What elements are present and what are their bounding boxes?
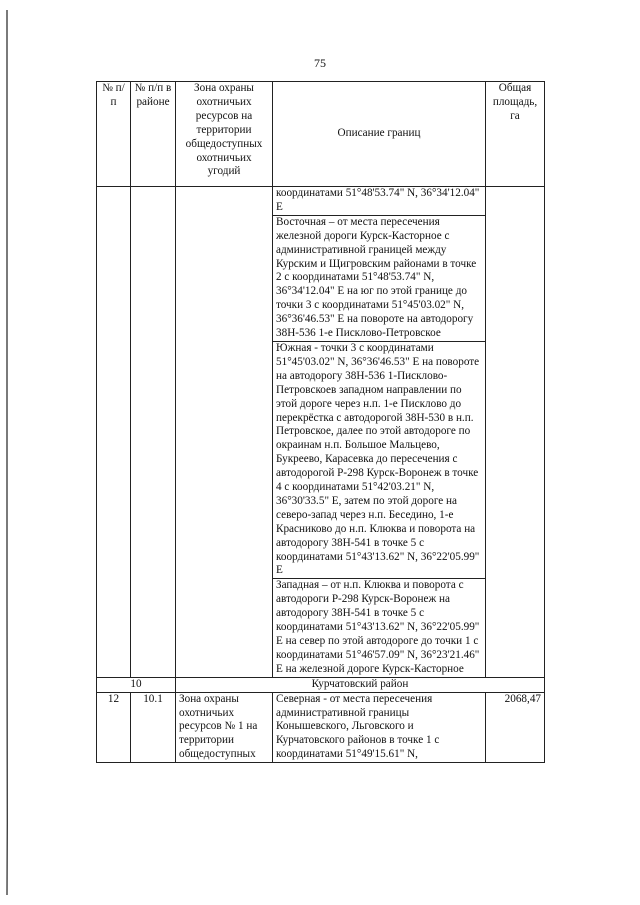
row-description: Северная - от места пересечения административной границы Конышевского, Льговского и Курчатовского районов в точке 1 с координатами 51°49'15.61" N, — [273, 692, 486, 763]
row-district-number: 10.1 — [131, 692, 176, 763]
boundary-west-cell: Западная – от н.п. Клюква и поворота с автодороги Р-298 Курск-Воронеж на автодорогу 38Н-541 в точке 5 с координатами 51°43'13.62" N, 36°22'05.99" E на север по этой автодороге до точки 1 с координатами 51°46'57.09" N, 36°23'21.46" E на железной дороге Курск-Касторное — [273, 579, 486, 677]
cell-empty — [176, 187, 273, 678]
page-number: 75 — [314, 56, 326, 70]
header-row-number: № п/п — [97, 82, 131, 187]
header-description: Описание границ — [273, 82, 486, 187]
cell-empty — [486, 187, 545, 678]
boundary-description-cell: координатами 51°48'53.74" N, 36°34'12.04" E — [273, 187, 486, 216]
boundary-east-cell: Восточная – от места пересечения железной дороги Курск-Касторное с административной границей между Курским и Щигровским районами в точке 2 с координатами 51°48'53.74" N, 36°34'12.04" E на юг по этой границе до точки 3 с координатами 51°45'03.02" N, 36°36'46.53" E на повороте на автодорогу 38Н-536 1-е Писклово-Петровское — [273, 215, 486, 341]
row-number: 12 — [97, 692, 131, 763]
header-area: Общая площадь, га — [486, 82, 545, 187]
section-number: 10 — [97, 677, 176, 692]
page-binding-line — [6, 0, 8, 905]
cell-empty — [97, 187, 131, 678]
table-header-row — [97, 82, 545, 187]
cell-empty — [131, 187, 176, 678]
row-area: 2068,47 — [486, 692, 545, 763]
boundary-south-cell: Южная - точки 3 с координатами 51°45'03.02" N, 36°36'46.53" E на повороте на автодорогу 38Н-536 1-Писклово-Петровскоев западном направлении по этой дороге через н.п. 1-е Писклово до перекрёстка с автодорогой 38Н-530 в н.п. Петровское, далее по этой автодороге по окраинам н.п. Большое Мальцево, Букреево, Карасевка до пересечения с автодорогой Р-298 Курск-Воронеж в точке 4 с координатами 51°42'03.21" N, 36°30'33.5" E, затем по этой дороге на северо-запад через н.п. Беседино, 1-е Красниково до н.п. Клюква и поворота на автодорогу 38Н-541 в точке 5 с координатами 51°43'13.62" N, 36°22'05.99" E — [273, 341, 486, 578]
table-row — [97, 692, 545, 763]
header-zone: Зона охраны охотничьих ресурсов на территории общедоступных охотничьих угодий — [176, 82, 273, 187]
section-row — [97, 677, 545, 692]
table-row — [97, 187, 545, 216]
boundaries-table — [96, 81, 545, 763]
header-district-number: № п/п в районе — [131, 82, 176, 187]
row-zone: Зона охраны охотничьих ресурсов № 1 на территории общедоступных — [176, 692, 273, 763]
section-title: Курчатовский район — [176, 677, 545, 692]
